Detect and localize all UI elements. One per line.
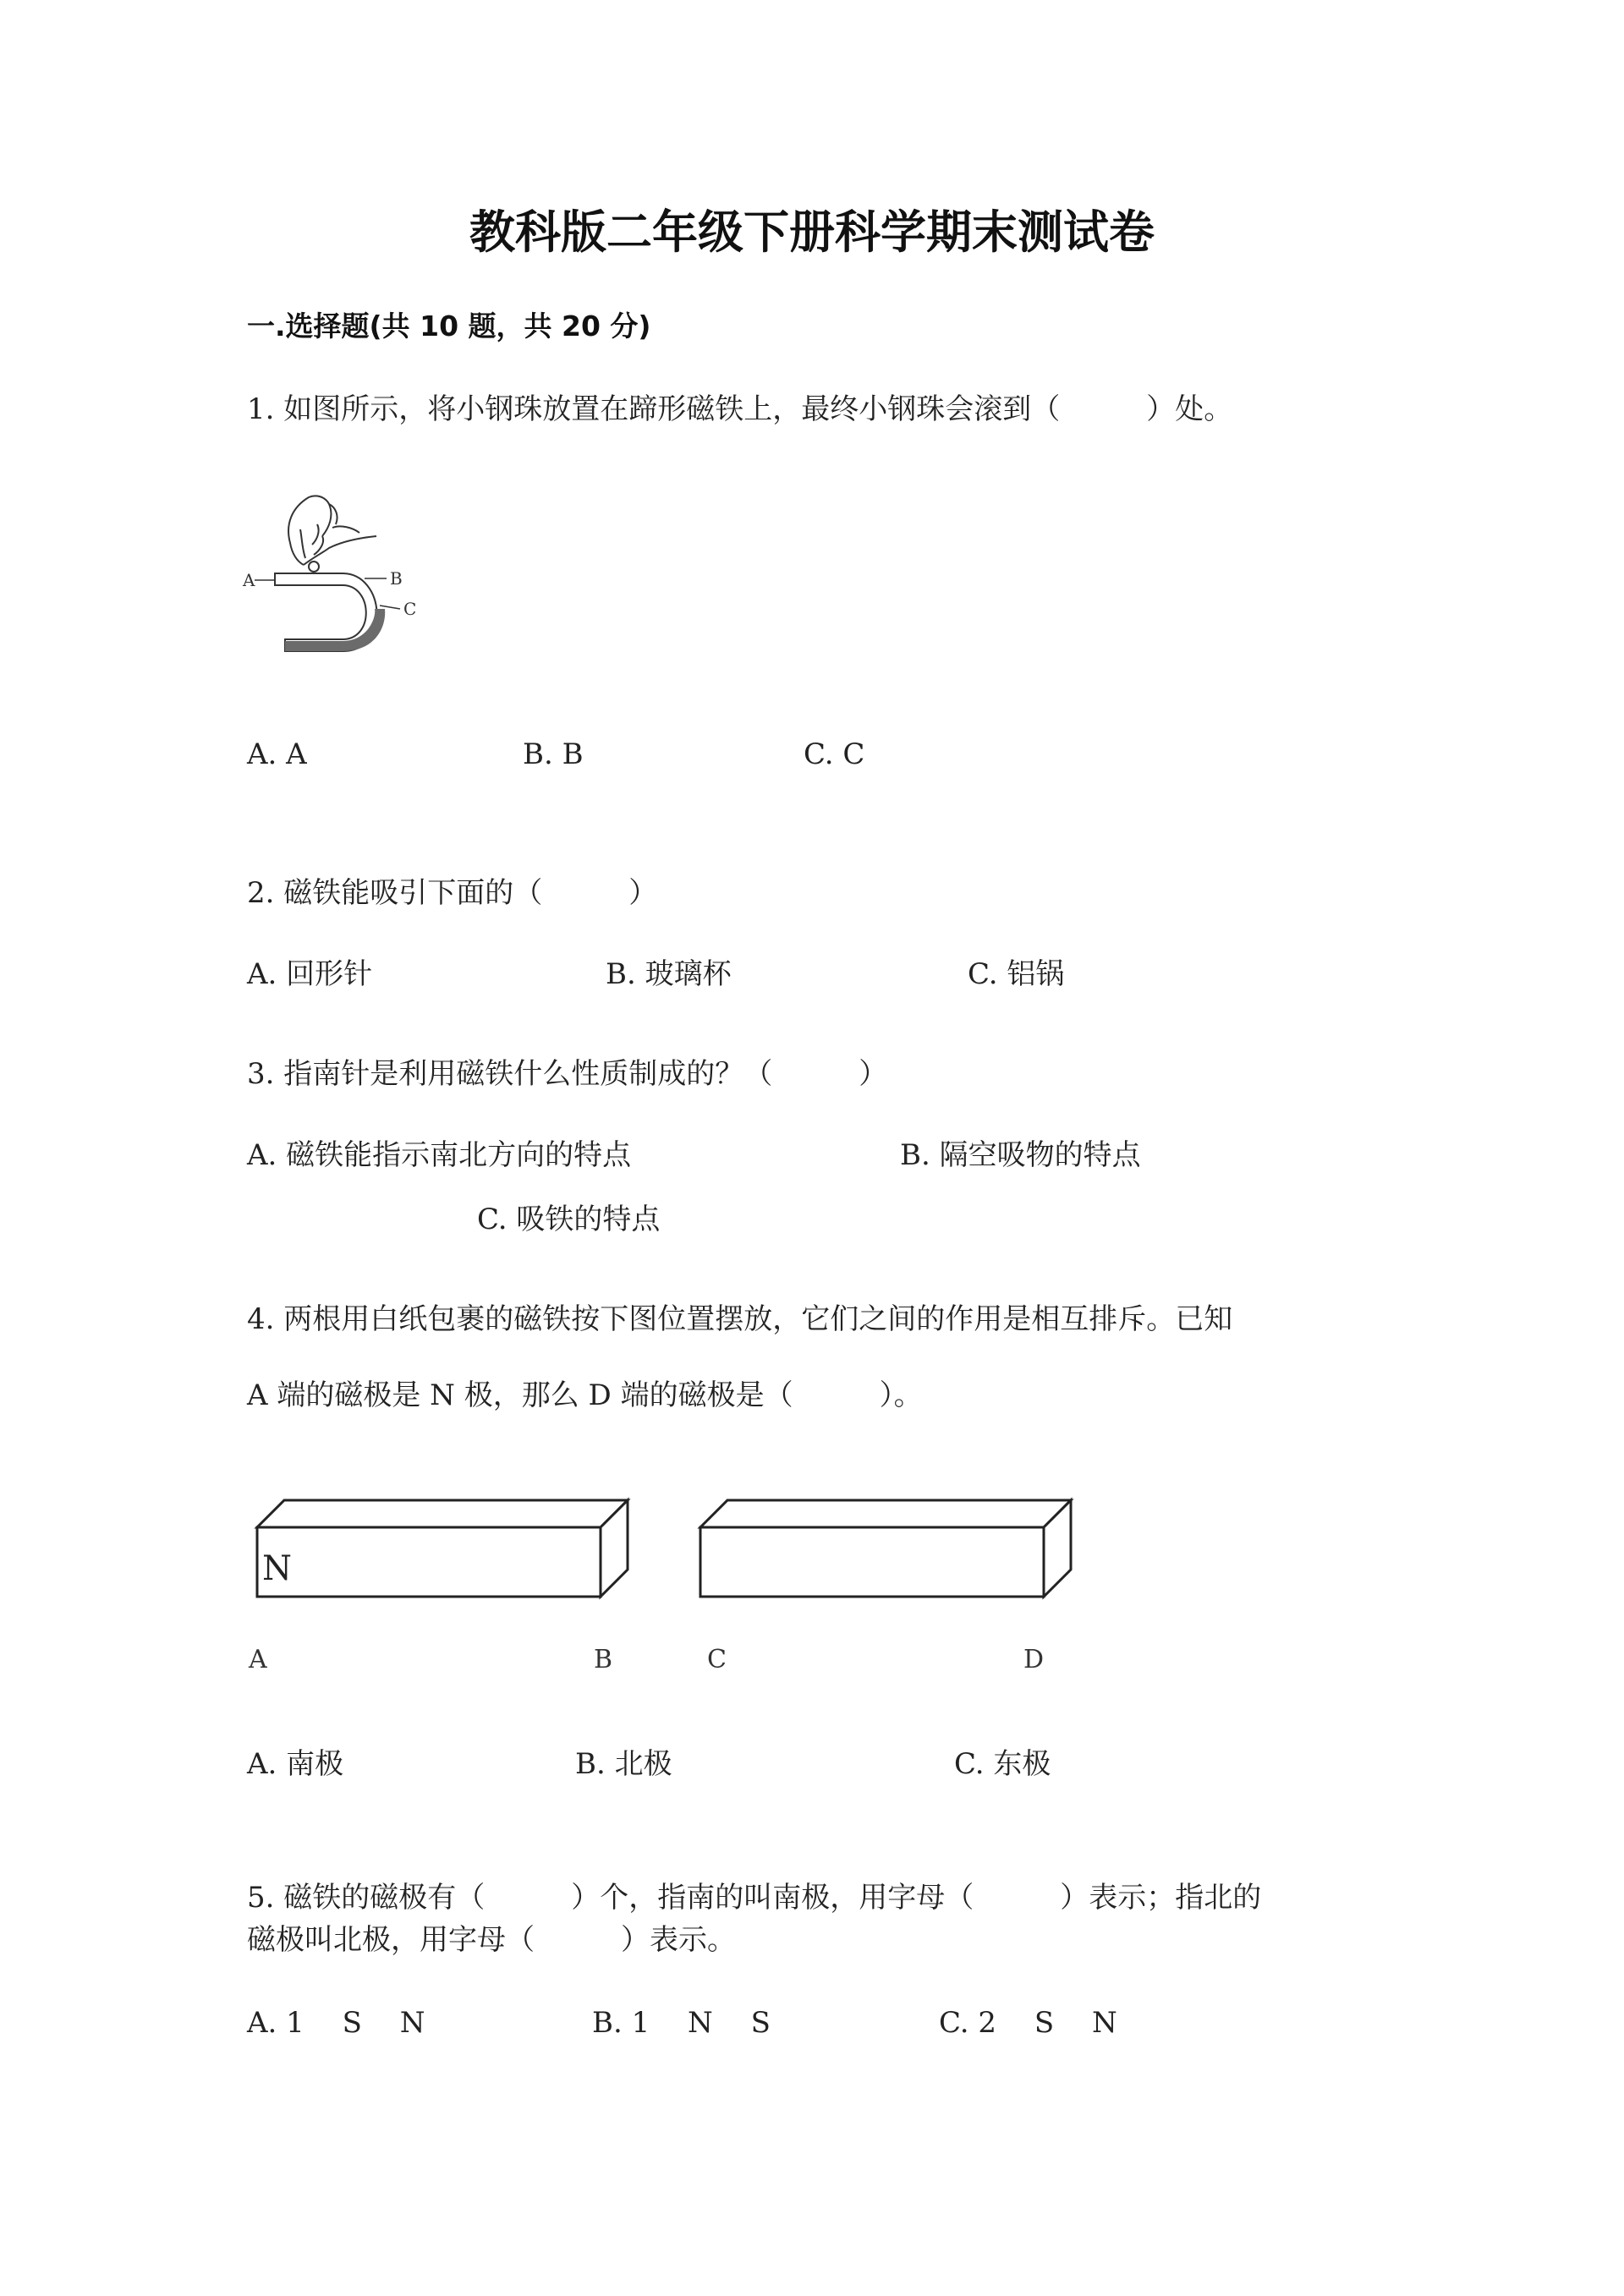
q2-option-b[interactable]: B. 玻璃杯 <box>606 957 732 991</box>
q1-option-c[interactable]: C. C <box>804 737 865 771</box>
hand-drawing <box>288 496 376 565</box>
figure4-label-d: D <box>1023 1645 1045 1674</box>
q2-option-a[interactable]: A. 回形针 <box>247 957 373 991</box>
figure1-label-b: B <box>390 568 403 589</box>
question-3-text: 3. 指南针是利用磁铁什么性质制成的？（ ） <box>247 1057 888 1091</box>
page-title: 教科版二年级下册科学期末测试卷 <box>469 205 1155 259</box>
question-5-text-line1: 5. 磁铁的磁极有（ ）个，指南的叫南极，用字母（ ）表示；指北的 <box>247 1881 1262 1915</box>
question-4-text-line2: A 端的磁极是 N 极，那么 D 端的磁极是（ ）。 <box>247 1378 923 1412</box>
q5-option-a[interactable]: A. 1 S N <box>247 2006 425 2040</box>
magnet-n-label: N <box>262 1549 292 1588</box>
q3-option-b[interactable]: B. 隔空吸物的特点 <box>900 1138 1141 1172</box>
bar-magnet-1 <box>257 1500 628 1597</box>
figure4-label-b: B <box>594 1645 613 1674</box>
figure4-label-c: C <box>707 1645 727 1674</box>
bar-magnets-figure <box>245 1488 1091 1674</box>
figure1-label-a: A <box>243 570 255 590</box>
question-1-text: 1. 如图所示，将小钢珠放置在蹄形磁铁上，最终小钢珠会滚到（ ）处。 <box>247 392 1233 426</box>
question-5-text-line2: 磁极叫北极，用字母（ ）表示。 <box>247 1923 736 1957</box>
q4-option-c[interactable]: C. 东极 <box>954 1747 1051 1781</box>
q4-option-a[interactable]: A. 南极 <box>247 1747 344 1781</box>
q1-option-a[interactable]: A. A <box>247 737 307 771</box>
bar-magnet-2 <box>700 1500 1071 1597</box>
q4-option-b[interactable]: B. 北极 <box>575 1747 672 1781</box>
q5-option-c[interactable]: C. 2 S N <box>939 2006 1117 2040</box>
q3-option-a[interactable]: A. 磁铁能指示南北方向的特点 <box>247 1138 632 1172</box>
question-4-text-line1: 4. 两根用白纸包裹的磁铁按下图位置摆放，它们之间的作用是相互排斥。已知 <box>247 1302 1233 1336</box>
figure4-label-a: A <box>249 1645 267 1674</box>
horseshoe-magnet-figure <box>241 490 427 672</box>
q1-option-b[interactable]: B. B <box>523 737 584 771</box>
q2-option-c[interactable]: C. 铝锅 <box>968 957 1065 991</box>
steel-ball <box>309 562 319 572</box>
question-2-text: 2. 磁铁能吸引下面的（ ） <box>247 876 658 910</box>
section-heading: 一.选择题(共 10 题，共 20 分) <box>247 310 651 342</box>
q5-option-b[interactable]: B. 1 N S <box>592 2006 771 2040</box>
figure1-label-c: C <box>403 599 417 619</box>
q3-option-c[interactable]: C. 吸铁的特点 <box>477 1203 661 1236</box>
